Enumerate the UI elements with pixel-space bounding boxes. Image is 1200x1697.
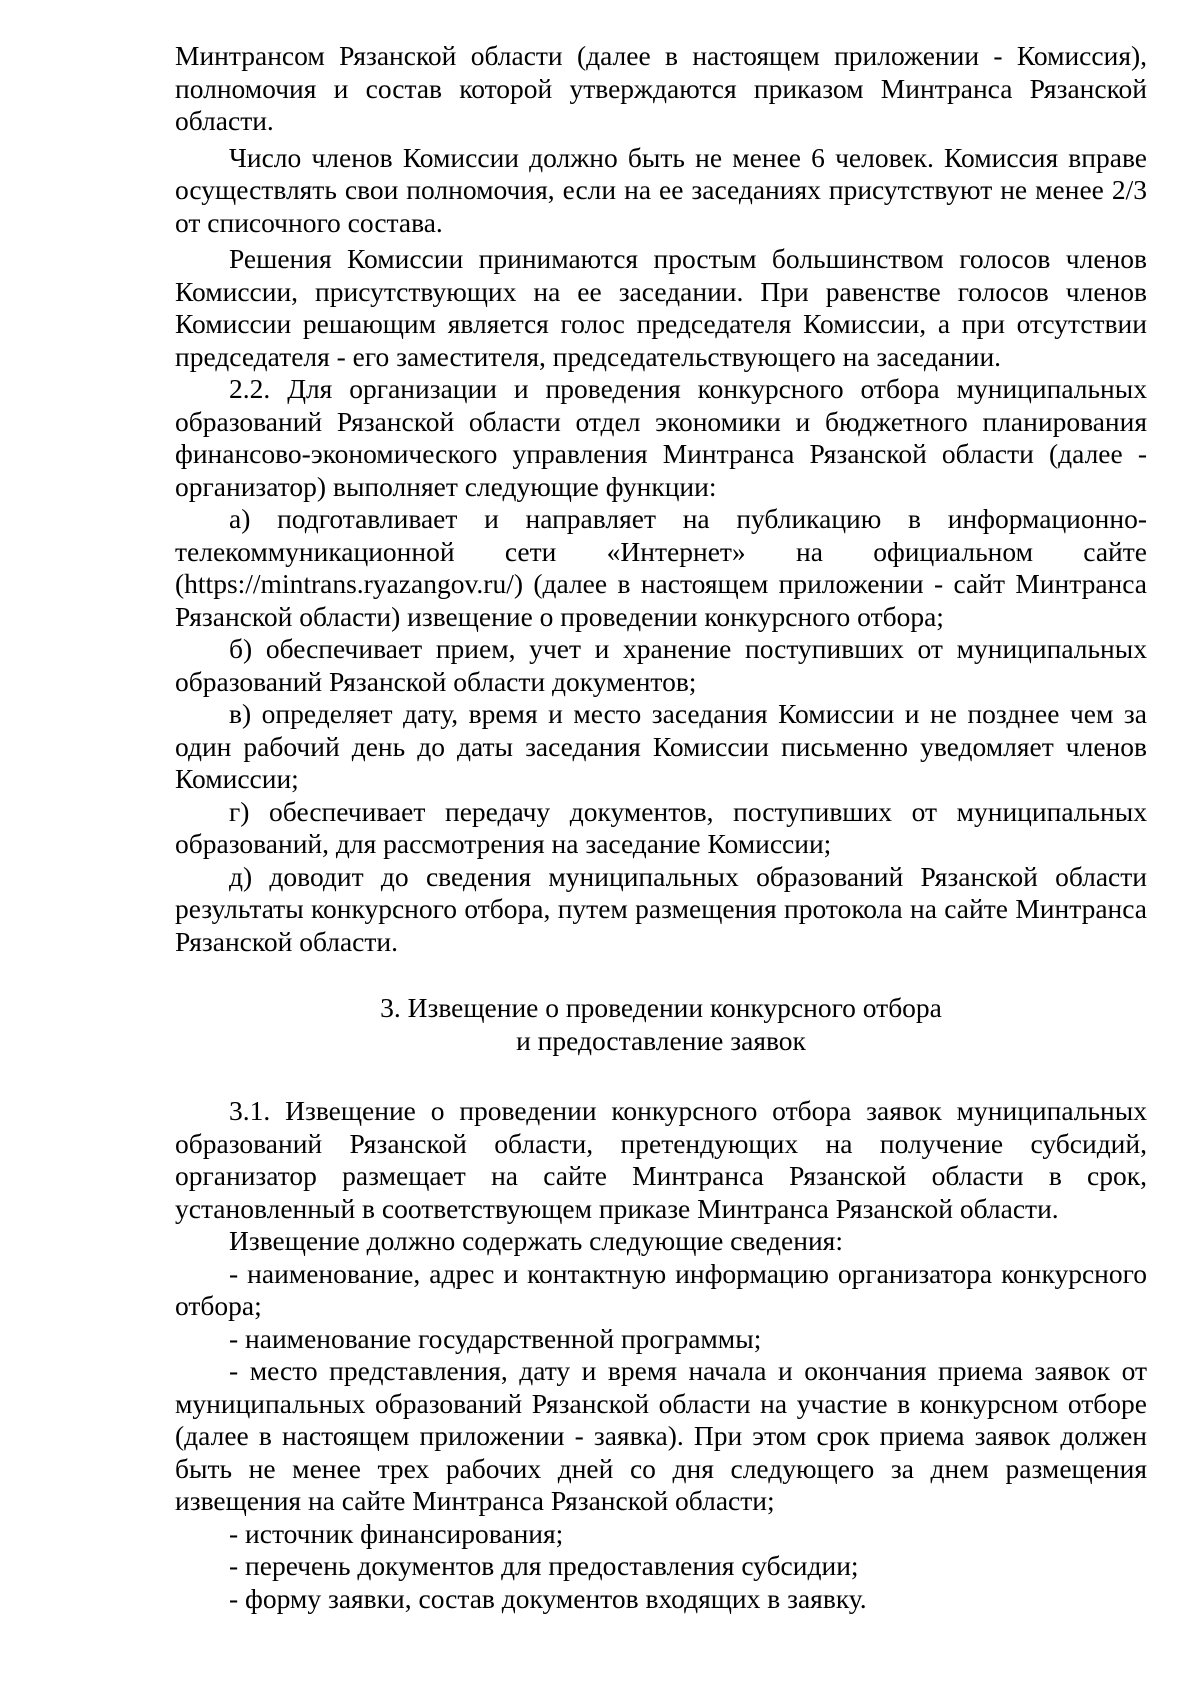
paragraph-commission-decisions: Решения Комиссии принимаются простым большинством голосов членов Комиссии, присутствующих на ее заседании. При равенстве голосов членов Комиссии решающим является голос председателя Комиссии, а при отсутствии председателя - его заместителя, председательствующего на заседании.	[175, 243, 1147, 372]
section-3-heading	[175, 992, 1147, 1057]
list-item-application-place-time: - место представления, дату и время начала и окончания приема заявок от муниципальных образований Рязанской области на участие в конкурсном отборе (далее в настоящем приложении - заявка). При этом срок приема заявок должен быть не менее трех рабочих дней со дня следующего за днем размещения извещения на сайте Минтранса Рязанской области;	[175, 1355, 1147, 1516]
list-item-application-form: - форму заявки, состав документов входящих в заявку.	[229, 1582, 867, 1614]
paragraph-3-1: 3.1. Извещение о проведении конкурсного отбора заявок муниципальных образований Рязанской области, претендующих на получение субсидий, организатор размещает на сайте Минтранса Рязанской области в срок, установленный в соответствующем приказе Минтранса Рязанской области.	[175, 1095, 1147, 1224]
list-item-v: в) определяет дату, время и место заседания Комиссии и не позднее чем за один рабочий день до даты заседания Комиссии письменно уведомляет членов Комиссии;	[175, 698, 1147, 794]
list-item-a: а) подготавливает и направляет на публикацию в информационно-телекоммуникационной сети «Интернет» на официальном сайте (https://mintrans.ryazangov.ru/) (далее в настоящем приложении - сайт Минтранса Рязанской области) извещение о проведении конкурсного отбора;	[175, 503, 1147, 632]
section-3-heading-line-2: и предоставление заявок	[516, 1024, 806, 1056]
paragraph-commission-members: Число членов Комиссии должно быть не менее 6 человек. Комиссия вправе осуществлять свои полномочия, если на ее заседаниях присутствуют не менее 2/3 от списочного состава.	[175, 141, 1147, 238]
list-item-program-name: - наименование государственной программы;	[229, 1322, 762, 1354]
paragraph-2-2: 2.2. Для организации и проведения конкурсного отбора муниципальных образований Рязанской области отдел экономики и бюджетного планирования финансово-экономического управления Минтранса Рязанской области (далее - организатор) выполняет следующие функции:	[175, 373, 1147, 502]
list-item-d: д) доводит до сведения муниципальных образований Рязанской области результаты конкурсного отбора, путем размещения протокола на сайте Минтранса Рязанской области.	[175, 860, 1147, 957]
list-item-documents-list: - перечень документов для предоставления субсидии;	[229, 1550, 859, 1581]
list-item-organizer-info: - наименование, адрес и контактную информацию организатора конкурсного отбора;	[175, 1257, 1147, 1321]
list-item-g: г) обеспечивает передачу документов, поступивших от муниципальных образований, для рассмотрения на заседание Комиссии;	[175, 795, 1147, 859]
list-item-b: б) обеспечивает прием, учет и хранение поступивших от муниципальных образований Рязанской области документов;	[175, 633, 1147, 697]
list-item-funding-source: - источник финансирования;	[229, 1517, 564, 1549]
section-3-heading-line-1: 3. Извещение о проведении конкурсного отбора	[380, 992, 942, 1023]
paragraph-commission-intro: Минтрансом Рязанской области (далее в настоящем приложении - Комиссия), полномочия и состав которой утверждаются приказом Минтранса Рязанской области.	[175, 40, 1147, 136]
paragraph-notice-contents: Извещение должно содержать следующие сведения:	[229, 1225, 843, 1256]
document-body	[175, 40, 1147, 1615]
